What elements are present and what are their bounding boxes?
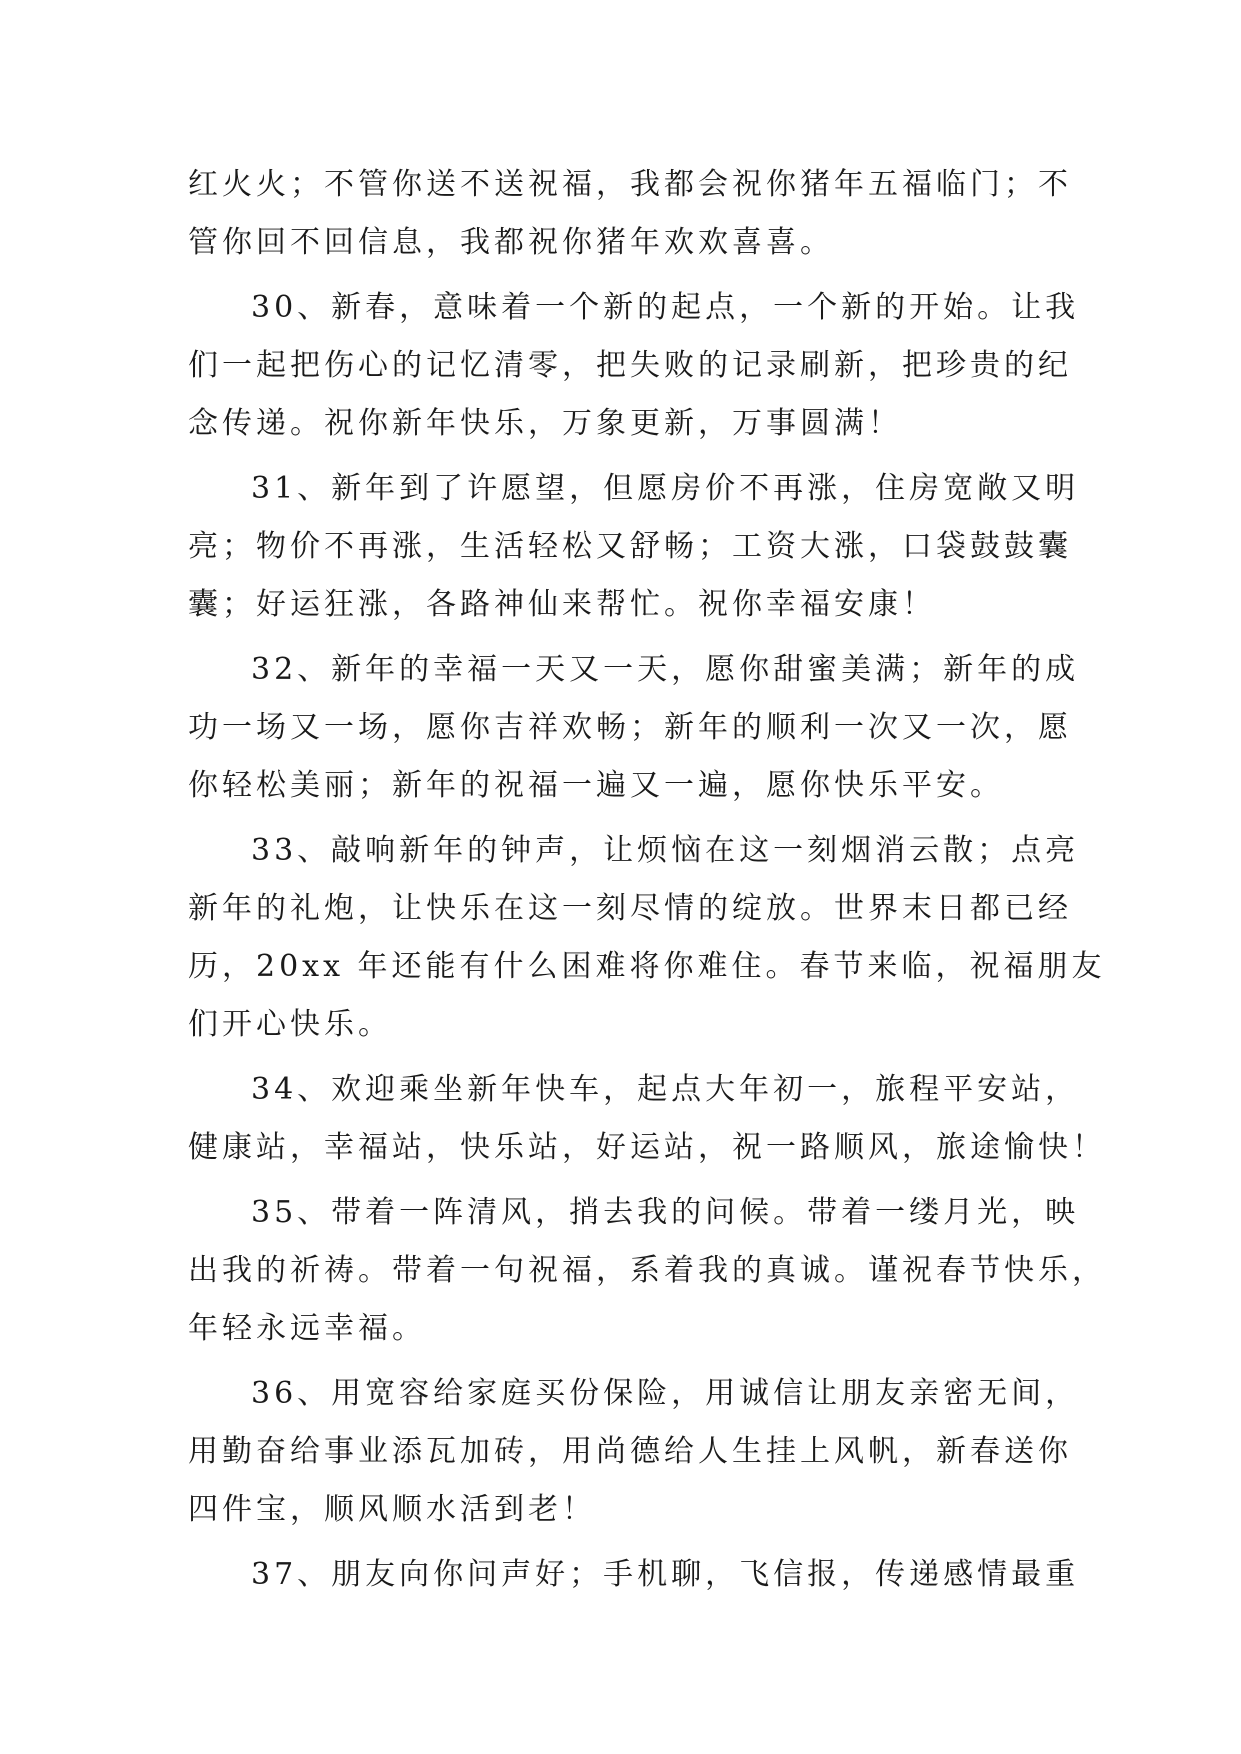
paragraph-30-line: 们一起把伤心的记忆清零，把失败的记录刷新，把珍贵的纪 [188, 348, 1072, 383]
paragraph-31-line: 亮；物价不再涨，生活轻松又舒畅；工资大涨，口袋鼓鼓囊 [188, 529, 1072, 564]
paragraph-30-line: 30、新春，意味着一个新的起点，一个新的开始。让我 [251, 290, 1080, 325]
paragraph-33-line: 33、敲响新年的钟声，让烦恼在这一刻烟消云散；点亮 [251, 833, 1080, 868]
paragraph-35-line: 35、带着一阵清风，捎去我的问候。带着一缕月光，映 [251, 1195, 1080, 1230]
paragraph-31-line: 31、新年到了许愿望，但愿房价不再涨，住房宽敞又明 [251, 471, 1080, 506]
document-body [188, 156, 1106, 1604]
paragraph-36-line: 四件宝，顺风顺水活到老！ [188, 1492, 596, 1527]
text-line: 管你回不回信息，我都祝你猪年欢欢喜喜。 [188, 225, 834, 260]
paragraph-34-line: 34、欢迎乘坐新年快车，起点大年初一，旅程平安站， [251, 1072, 1080, 1107]
text-line: 红火火；不管你送不送祝福，我都会祝你猪年五福临门；不 [188, 167, 1072, 202]
paragraph-32-line: 32、新年的幸福一天又一天，愿你甜蜜美满；新年的成 [251, 652, 1080, 687]
paragraph-33-line: 新年的礼炮，让快乐在这一刻尽情的绽放。世界末日都已经 [188, 891, 1072, 926]
paragraph-32-line: 功一场又一场，愿你吉祥欢畅；新年的顺利一次又一次，愿 [188, 710, 1072, 745]
paragraph-32-line: 你轻松美丽；新年的祝福一遍又一遍，愿你快乐平安。 [188, 768, 1004, 803]
paragraph-35-line: 年轻永远幸福。 [188, 1311, 426, 1346]
paragraph-30-line: 念传递。祝你新年快乐，万象更新，万事圆满！ [188, 406, 902, 441]
paragraph-35-line: 出我的祈祷。带着一句祝福，系着我的真诚。谨祝春节快乐， [188, 1253, 1106, 1288]
paragraph-36-line: 用勤奋给事业添瓦加砖，用尚德给人生挂上风帆，新春送你 [188, 1434, 1072, 1469]
paragraph-34-line: 健康站，幸福站，快乐站，好运站，祝一路顺风，旅途愉快！ [188, 1130, 1106, 1165]
paragraph-37-line: 37、朋友向你问声好；手机聊，飞信报，传递感情最重 [251, 1557, 1080, 1592]
paragraph-31-line: 囊；好运狂涨，各路神仙来帮忙。祝你幸福安康！ [188, 587, 936, 622]
paragraph-33-line: 们开心快乐。 [188, 1007, 392, 1042]
paragraph-33-line: 历，20xx 年还能有什么困难将你难住。春节来临，祝福朋友 [188, 949, 1106, 984]
paragraph-36-line: 36、用宽容给家庭买份保险，用诚信让朋友亲密无间， [251, 1376, 1080, 1411]
